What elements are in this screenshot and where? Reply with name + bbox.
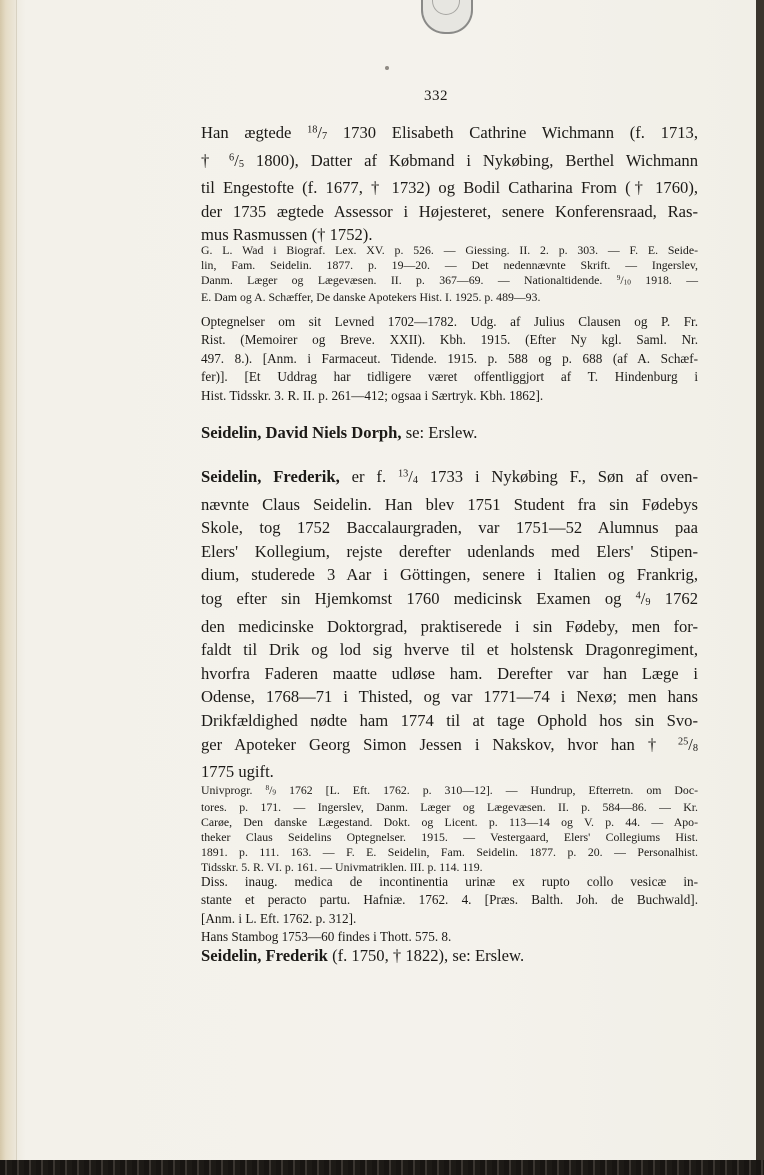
ref-line: lin, Fam. Seidelin. 1877. p. 19—20. — Det nedennævnte Skrift. — Ingerslev, <box>201 258 698 273</box>
page-right-edge <box>756 0 764 1160</box>
ref-line: theker Claus Seidelins Optegnelser. 1915. — Vestergaard, Elers' Collegiums Hist. <box>201 830 698 844</box>
work-line: [Anm. i L. Eft. 1762. p. 312]. <box>201 910 357 926</box>
works-1 <box>201 313 698 405</box>
text-line: ger Apoteker Georg Simon Jessen i Nakskov, hvor han † $^{25}$/8 <box>201 734 698 754</box>
ref-line: Danm. Læger og Lægevæsen. II. p. 367—69. — Nationaltidende. $^9$/10 1918. — <box>201 273 699 288</box>
ref-line: E. Dam og A. Schæffer, De danske Apotekers Hist. I. 1925. p. 489—93. <box>201 290 541 304</box>
entry-david <box>201 421 698 445</box>
text-line: mus Rasmussen († 1752). <box>201 225 373 245</box>
paragraph-marriage <box>201 121 698 247</box>
paper-clip-inner <box>432 0 460 15</box>
ref-line: G. L. Wad i Biograf. Lex. XV. p. 526. — Giessing. II. 2. p. 303. — F. E. Seide- <box>201 243 698 257</box>
page-spine <box>0 0 17 1160</box>
text-line: Odense, 1768—71 i Thisted, og var 1771—74 i Nexø; men hans <box>201 687 698 707</box>
works-2 <box>201 873 698 947</box>
work-line: Rist. (Memoirer og Breve. XXII). Kbh. 1915. (Efter Ny kgl. Saml. Nr. <box>201 332 698 348</box>
text-line: til Engestofte (f. 1677, † 1732) og Bodil Catharina From († 1760), <box>201 178 698 198</box>
work-line: 497. 8.). [Anm. i Farmaceut. Tidende. 1915. p. 588 og p. 688 (af A. Schæf- <box>201 350 698 366</box>
entry-line <box>201 944 698 968</box>
entry-frederik-1733 <box>201 465 698 784</box>
entry-rest: se: Erslew. <box>401 423 478 442</box>
text-line: faldt til Drik og lod sig hverve til et holstensk Dragonregiment, <box>201 640 698 660</box>
entry-rest: (f. 1750, † 1822), se: Erslew. <box>327 946 525 965</box>
ref-line: Carøe, Den danske Lægestand. Dokt. og Licent. p. 113—14 og V. p. 44. — Apo- <box>201 814 698 829</box>
entry-frederik-1750 <box>201 944 698 968</box>
entry-head: Seidelin, David Niels Dorph, <box>201 423 402 442</box>
text-line: † $^6$/5 1800), Datter af Købmand i Nykøbing, Berthel Wichmann <box>201 150 698 170</box>
references-2 <box>201 783 698 875</box>
page-bottom-edge <box>0 1160 764 1175</box>
entry-head: Seidelin, Frederik <box>201 946 328 965</box>
entry-line: Seidelin, Frederik, er f. $^{13}$/4 1733 i Nykøbing F., Søn af oven- <box>201 467 698 487</box>
page-number: 332 <box>424 88 448 104</box>
text-line: tog efter sin Hjemkomst 1760 medicinsk Examen og $^4$/9 1762 <box>201 588 698 608</box>
entry-line <box>201 421 698 445</box>
text-line: Skole, tog 1752 Baccalaurgraden, var 1751—52 Alumnus paa <box>201 518 698 538</box>
text-line: hvorfra Faderen maatte udløse ham. Derefter var han Læge i <box>201 663 698 683</box>
text-line: Elers' Kollegium, rejste derefter udenlands med Elers' Stipen- <box>201 541 698 561</box>
ref-line: tores. p. 171. — Ingerslev, Danm. Læger og Lægevæsen. II. p. 584—86. — Kr. <box>201 799 698 814</box>
paper-clip <box>421 0 473 34</box>
text-line: nævnte Claus Seidelin. Han blev 1751 Student fra sin Fødebys <box>201 494 698 514</box>
work-line: stante et peracto partu. Hafniæ. 1762. 4. [Præs. Balth. Joh. de Buchwald]. <box>201 892 698 908</box>
references-1 <box>201 243 698 305</box>
text-line: Drikfældighed nødte ham 1774 til at tage Ophold hos sin Svo- <box>201 710 698 730</box>
work-line: Hist. Tidsskr. 3. R. II. p. 261—412; ogsaa i Særtryk. Kbh. 1862]. <box>201 387 544 403</box>
text-line: Han ægtede $^{18}$/7 1730 Elisabeth Cathrine Wichmann (f. 1713, <box>201 123 698 143</box>
work-line: Optegnelser om sit Levned 1702—1782. Udg. af Julius Clausen og P. Fr. <box>201 314 698 329</box>
text-line: der 1735 ægtede Assessor i Højesteret, senere Konferensraad, Ras- <box>201 201 698 221</box>
stambog-line: Hans Stambog 1753—60 findes i Thott. 575. 8. <box>201 929 452 945</box>
work-line: fer)]. [Et Uddrag har tidligere været offentliggjort af T. Hindenburg i <box>201 369 698 385</box>
paper-speck <box>385 66 389 70</box>
ref-line: 1891. p. 111. 163. — F. E. Seidelin, Fam. Seidelin. 1877. p. 20. — Personalhist. <box>201 845 698 860</box>
text-line: dium, studerede 3 Aar i Göttingen, senere i Italien og Frankrig, <box>201 565 698 585</box>
ref-line: Univprogr. $^8$/9 1762 [L. Eft. 1762. p. 310—12]. — Hundrup, Efterretn. om Doc- <box>201 782 698 797</box>
text-line: den medicinske Doktorgrad, praktiserede i sin Fødeby, men for- <box>201 616 698 636</box>
text-line: 1775 ugift. <box>201 762 274 782</box>
ref-line: Tidsskr. 5. R. VI. p. 161. — Univmatriklen. III. p. 114. 119. <box>201 860 483 875</box>
entry-head: Seidelin, Frederik, <box>201 467 340 486</box>
work-line: Diss. inaug. medica de incontinentia urinæ ex rupto collo vesicæ in- <box>201 874 698 889</box>
